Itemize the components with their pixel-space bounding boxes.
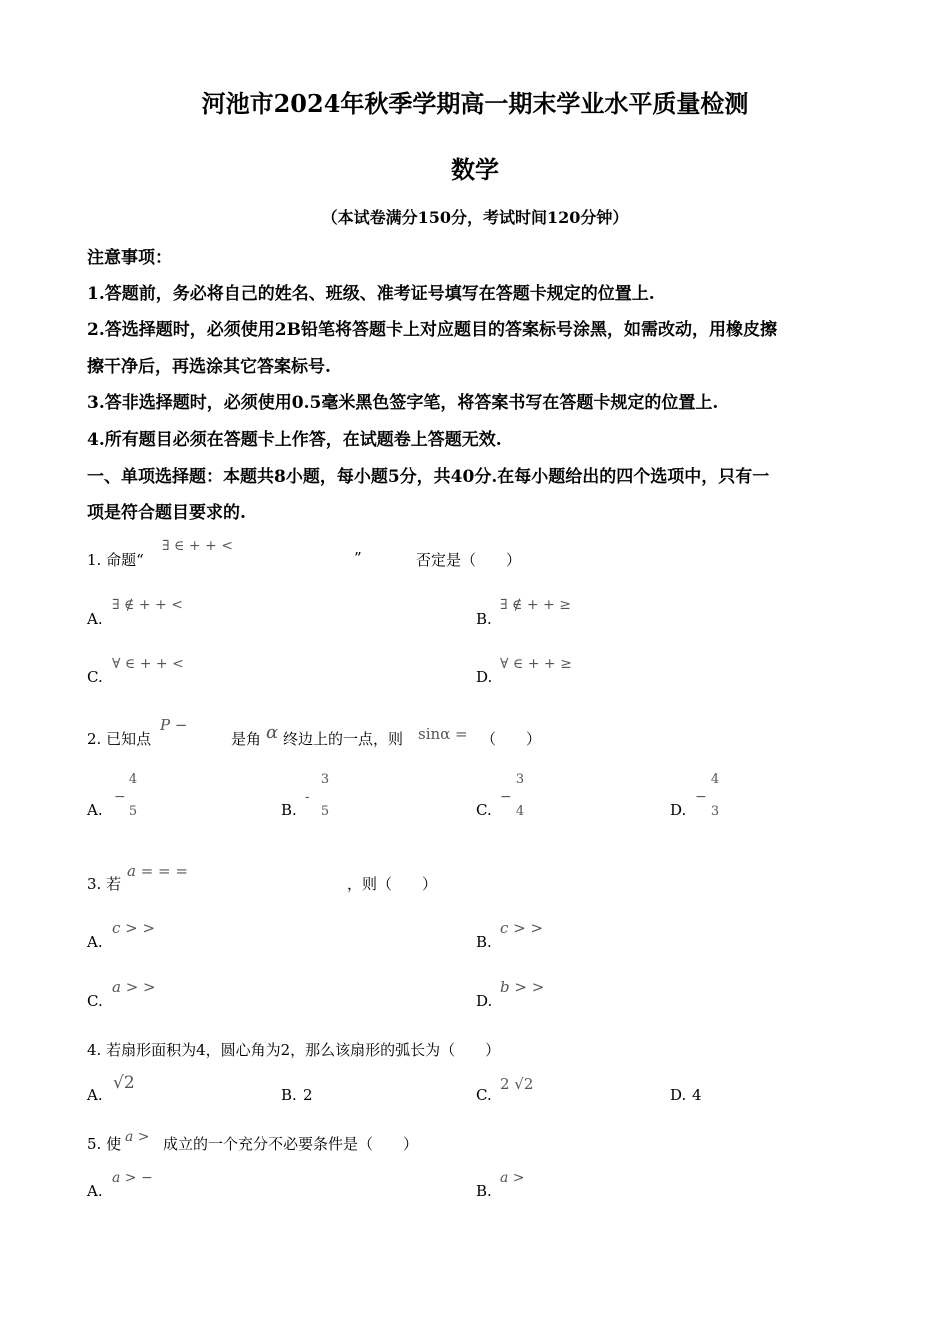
option-label: B. bbox=[476, 610, 492, 628]
option-label: C. bbox=[476, 801, 492, 819]
formula: ∀ ∈ + + < bbox=[112, 656, 184, 672]
fraction-denominator: 5 bbox=[128, 804, 138, 819]
option-label: A. bbox=[87, 801, 103, 819]
formula: P − bbox=[160, 716, 188, 734]
question-stem: ，则（ ） bbox=[347, 875, 438, 893]
fraction-sign: − bbox=[114, 789, 126, 805]
question-stem: 1. 命题“ bbox=[87, 551, 144, 569]
note-item: 4.所有题目必须在答题卡上作答，在试题卷上答题无效. bbox=[87, 430, 502, 450]
note-item: 擦干净后，再选涂其它答案标号. bbox=[87, 357, 331, 377]
fraction-numerator: 3 bbox=[515, 772, 525, 787]
formula: 2 √2 bbox=[500, 1075, 534, 1093]
option-label: C. bbox=[87, 992, 103, 1010]
option-label: A. bbox=[87, 1182, 103, 1200]
note-item: 2.答选择题时，必须使用2B铅笔将答题卡上对应题目的答案标号涂黑，如需改动，用橡皮擦 bbox=[87, 320, 777, 340]
alpha-symbol: α bbox=[266, 722, 279, 743]
fraction-denominator: 4 bbox=[515, 804, 525, 819]
formula: sinα = bbox=[418, 725, 468, 743]
score-note: （本试卷满分150分，考试时间120分钟） bbox=[321, 208, 629, 227]
formula: ∀ ∈ + + ≥ bbox=[500, 656, 572, 672]
formula: c > > bbox=[112, 919, 156, 937]
fraction-sign: − bbox=[695, 789, 707, 805]
formula: a > > bbox=[112, 978, 156, 996]
question-stem: 2. 已知点 bbox=[87, 730, 152, 748]
formula: a > bbox=[125, 1129, 150, 1145]
question-stem: 否定是（ ） bbox=[416, 551, 522, 569]
option-label: B. bbox=[281, 1086, 297, 1104]
option-label: A. bbox=[87, 1086, 103, 1104]
section-heading: 一、单项选择题：本题共8小题，每小题5分，共40分.在每小题给出的四个选项中，只有一 bbox=[87, 467, 770, 487]
formula: ∃ ∈ + + < bbox=[162, 538, 233, 554]
fraction-sign: - bbox=[305, 789, 310, 805]
question-stem: 成立的一个充分不必要条件是（ ） bbox=[163, 1135, 419, 1153]
formula: √2 bbox=[113, 1073, 135, 1093]
formula: ∃ ∉ + + < bbox=[112, 597, 183, 613]
note-item: 3.答非选择题时，必须使用0.5毫米黑色签字笔，将答案书写在答题卡规定的位置上. bbox=[87, 393, 719, 413]
section-heading-cont: 项是符合题目要求的. bbox=[87, 503, 246, 523]
formula: a > bbox=[500, 1170, 525, 1186]
question-stem: 4. 若扇形面积为4，圆心角为2，那么该扇形的弧长为（ ） bbox=[87, 1041, 501, 1059]
question-stem: 是角 bbox=[231, 730, 262, 748]
option-label: B. bbox=[281, 801, 297, 819]
option-label: B. bbox=[476, 1182, 492, 1200]
question-stem: ” bbox=[354, 549, 362, 567]
note-item: 1.答题前，务必将自己的姓名、班级、准考证号填写在答题卡规定的位置上. bbox=[87, 284, 655, 304]
option-value: 4 bbox=[692, 1086, 702, 1104]
fraction-numerator: 4 bbox=[128, 772, 138, 787]
option-label: D. bbox=[670, 1086, 687, 1104]
formula: ∃ ∉ + + ≥ bbox=[500, 597, 571, 613]
exam-title: 河池市2024年秋季学期高一期末学业水平质量检测 bbox=[201, 89, 749, 118]
option-label: D. bbox=[476, 668, 493, 686]
option-label: A. bbox=[87, 610, 103, 628]
option-label: C. bbox=[87, 668, 103, 686]
option-label: B. bbox=[476, 933, 492, 951]
fraction-sign: − bbox=[500, 789, 512, 805]
option-label: C. bbox=[476, 1086, 492, 1104]
fraction-denominator: 5 bbox=[320, 804, 330, 819]
question-stem: 终边上的一点，则 bbox=[283, 730, 404, 748]
fraction-numerator: 4 bbox=[710, 772, 720, 787]
fraction-denominator: 3 bbox=[710, 804, 720, 819]
option-label: D. bbox=[670, 801, 687, 819]
option-label: A. bbox=[87, 933, 103, 951]
option-label: D. bbox=[476, 992, 493, 1010]
notes-heading: 注意事项： bbox=[87, 248, 172, 268]
formula: b > > bbox=[500, 978, 545, 996]
fraction-numerator: 3 bbox=[320, 772, 330, 787]
question-stem: 3. 若 bbox=[87, 875, 122, 893]
formula: a = = = bbox=[127, 862, 188, 880]
formula: a > − bbox=[112, 1170, 153, 1186]
question-stem: 5. 使 bbox=[87, 1135, 122, 1153]
formula: c > > bbox=[500, 919, 544, 937]
subject-title: 数学 bbox=[451, 155, 499, 184]
option-value: 2 bbox=[303, 1086, 313, 1104]
question-stem: （ ） bbox=[481, 730, 542, 748]
